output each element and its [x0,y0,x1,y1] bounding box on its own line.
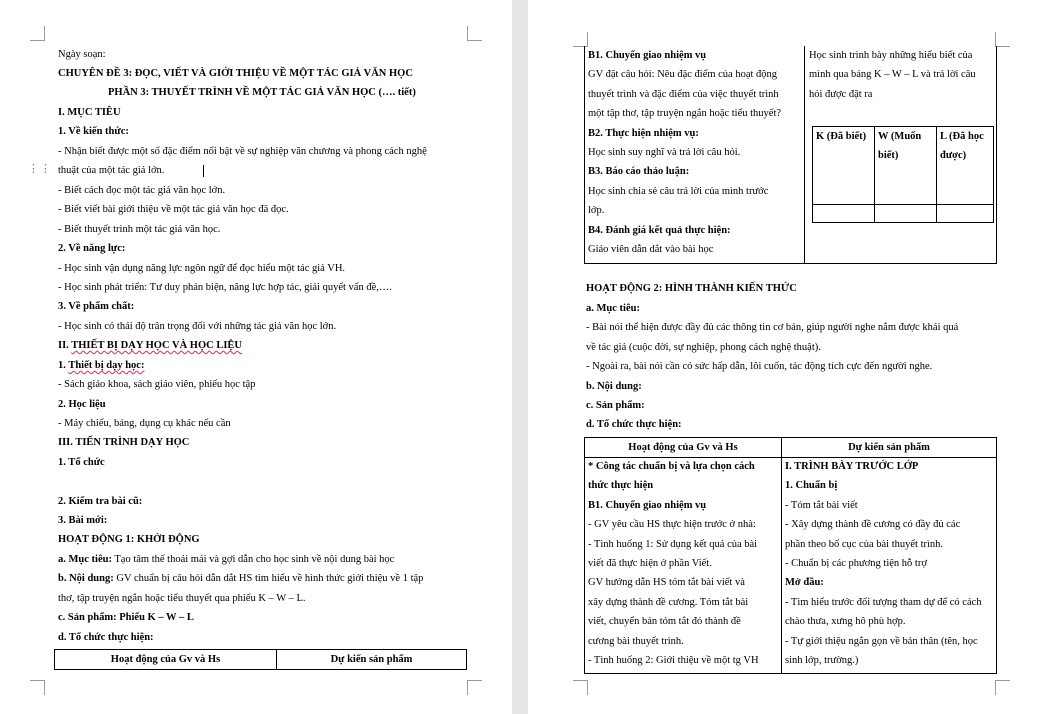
paragraph-line: - Sách giáo khoa, sách giáo viên, phiếu học tập [58,379,256,390]
sub-heading: b. Nội dung: [586,381,642,392]
cell-line: * Công tác chuẩn bị và lựa chọn cách [588,461,755,472]
label-text: GV chuẩn bị câu hỏi dẫn dắt HS tìm hiểu về hình thức giới thiệu về 1 tập [113,573,424,584]
date-line: Ngày soạn: [58,49,106,60]
sub-heading: 1. Về kiến thức: [58,126,129,137]
crop-mark [995,680,1010,695]
table-header-cell[interactable]: Hoạt động của Gv và Hs [628,442,738,453]
activity-table-continued[interactable] [584,46,997,264]
part-title: PHẦN 3: THUYẾT TRÌNH VỀ MỘT TÁC GIẢ VĂN HỌC (…. tiết) [108,87,416,98]
cell-line: Giáo viên dẫn dắt vào bài học [588,244,714,256]
sub-heading: 3. Về phẩm chất: [58,301,135,312]
cell-line: chào thưa, xưng hô phù hợp. [785,616,906,628]
cell-line: - Chuẩn bị các phương tiện hỗ trợ [785,558,927,570]
kwl-header-k[interactable]: K (Đã biết) [813,127,875,205]
crop-mark [995,32,1010,47]
cell-line: một tập thơ, tập truyện ngắn hoặc tiểu thuyết? [588,108,782,120]
cell-line: GV hướng dẫn HS tóm tắt bài viết và [588,577,745,589]
crop-mark [573,680,588,695]
sub-heading [58,359,144,372]
crop-mark [30,680,45,695]
kwl-header-w[interactable]: W (Muốn biết) [875,127,937,205]
activity-table[interactable] [54,649,467,670]
cell-line: Học sinh trình bày những hiểu biết của [809,50,973,61]
cell-line: viết, chuyển bản tóm tắt đó thành đề [588,616,741,628]
spelling-flag[interactable]: Thiết bị dạy học: [68,360,145,371]
paragraph-line: - Học sinh phát triển: Tư duy phản biện, năng lực hợp tác, giải quyết vấn đề,…. [58,282,392,293]
sub-heading: 2. Về năng lực: [58,243,126,254]
sub-heading: 2. Kiểm tra bài cũ: [58,496,143,507]
activity-table-2[interactable] [584,437,997,674]
paragraph-line: thơ, tập truyện ngắn hoặc tiểu thuyết qua phiếu K – W – L. [58,593,306,604]
paragraph-line: - Biết cách đọc một tác giả văn học lớn. [58,185,226,196]
cell-line: thức thực hiện [588,480,654,492]
label-text: Tạo tâm thế thoải mái và gợi dẫn cho học sinh về nội dung bài học [111,554,395,565]
table-header-cell[interactable]: Dự kiến sản phẩm [277,650,467,670]
paragraph-line: - Học sinh vận dụng năng lực ngôn ngữ để đọc hiểu một tác giả VH. [58,263,346,274]
kwl-header-l[interactable]: L (Đã học được) [937,127,994,205]
topic-title: CHUYÊN ĐỀ 3: ĐỌC, VIẾT VÀ GIỚI THIỆU VỀ MỘT TÁC GIẢ VĂN HỌC [58,68,413,79]
crop-mark [573,32,588,47]
sub-heading: d. Tổ chức thực hiện: [58,632,154,643]
paragraph-line: - Biết thuyết trình một tác giả văn học. [58,224,221,235]
cell-line: lớp. [588,205,605,217]
sub-heading: 2. Học liệu [58,399,106,410]
kwl-cell[interactable] [875,205,937,223]
page-gap [512,0,528,714]
document-page-right[interactable] [528,0,1043,714]
sub-number: 1. [58,360,69,371]
step-heading: B1. Chuyển giao nhiệm vụ [588,499,707,511]
cell-line: phần theo bố cục của bài thuyết trình. [785,538,944,550]
activity-heading: HOẠT ĐỘNG 2: HÌNH THÀNH KIẾN THỨC [586,283,797,294]
sub-heading: a. Mục tiêu: [586,303,640,314]
sub-heading: 3. Bài mới: [58,515,108,526]
cell-line: - Xây dựng thành đề cương có đầy đủ các [785,519,961,531]
cell-line: sinh lớp, trường.) [785,655,859,667]
paragraph-line: - Học sinh có thái độ trân trọng đối với những tác giả văn học lớn. [58,321,337,332]
cell-line: 1. Chuẩn bị [785,480,838,492]
section-number: II. [58,340,72,351]
paragraph-line: - Máy chiếu, bảng, dụng cụ khác nếu cần [58,418,231,429]
drag-handle-icon[interactable]: ⋮⋮ [28,163,52,175]
cell-line: thuyết trình và đặc điểm của việc thuyết trình [588,88,779,100]
document-page-left[interactable] [0,0,512,714]
table-cell-product[interactable] [785,457,993,670]
step-heading: B3. Báo cáo thảo luận: [588,166,690,178]
paragraph-line [58,553,394,566]
column-divider [804,46,805,263]
paragraph-line [58,572,423,585]
paragraph-line: - Ngoài ra, bài nói cần có sức hấp dẫn, lôi cuốn, tác động tích cực đến người nghe. [586,361,933,372]
crop-mark [467,26,482,41]
cell-line: Mở đầu: [785,577,824,589]
crop-mark [467,680,482,695]
section-heading [58,339,242,352]
paragraph-line: - Nhận biết được một số đặc điểm nổi bật về sự nghiệp văn chương và phong cách nghệ [58,146,427,157]
cell-line: - Tự giới thiệu ngắn gọn về bản thân (tên, học [785,635,978,647]
cell-line: viết đã thực hiện ở phần Viết. [588,558,712,570]
label: a. Mục tiêu: [58,554,112,565]
section-heading: III. TIẾN TRÌNH DẠY HỌC [58,437,190,448]
paragraph-line: về tác giả (cuộc đời, sự nghiệp, phong cách nghệ thuật). [586,342,821,353]
activity-heading: HOẠT ĐỘNG 1: KHỞI ĐỘNG [58,534,200,545]
paragraph-line: thuật của một tác giả lớn. [58,165,165,176]
cell-line: Học sinh chia sẻ câu trả lời của mình trước [588,185,769,197]
section-heading: I. MỤC TIÊU [58,107,121,118]
cell-line: cương bài thuyết trình. [588,635,684,647]
step-heading: B4. Đánh giá kết quả thực hiện: [588,224,731,236]
cell-line: - Tóm tắt bài viết [785,499,858,511]
spelling-flag[interactable]: THIẾT BỊ DẠY HỌC VÀ HỌC LIỆU [71,340,242,351]
cell-line: xây dựng thành đề cương. Tóm tắt bài [588,596,749,608]
table-cell-product[interactable] [809,46,995,104]
cell-line: GV đặt câu hỏi: Nêu đặc điểm của hoạt động [588,69,778,81]
table-cell-activity[interactable] [588,457,778,670]
cell-line: hỏi được đặt ra [809,88,873,100]
kwl-table[interactable] [812,126,994,223]
sub-heading: 1. Tổ chức [58,457,105,468]
sub-heading: d. Tổ chức thực hiện: [586,419,682,430]
cell-line: Học sinh suy nghĩ và trả lời câu hỏi. [588,147,741,159]
table-cell-activity[interactable] [588,46,800,259]
label: b. Nội dung: [58,573,114,584]
cell-line: - Tình huống 2: Giới thiệu về một tg VH [588,655,759,667]
sub-heading: c. Sản phẩm: Phiếu K – W – L [58,612,194,623]
kwl-cell[interactable] [937,205,994,223]
cell-line: - GV yêu cầu HS thực hiện trước ở nhà: [588,519,756,531]
table-header-cell[interactable]: Hoạt động của Gv và Hs [55,650,277,670]
paragraph-line: - Biết viết bài giới thiệu về một tác giả văn học đã đọc. [58,204,289,215]
table-header-cell[interactable]: Dự kiến sản phẩm [848,442,930,453]
column-divider [781,438,782,673]
paragraph-line: - Bài nói thể hiện được đầy đủ các thông tin cơ bản, giúp người nghe nắm được khái quá [586,322,959,333]
cell-line: mình qua bảng K – W – L và trả lời câu [809,69,976,81]
sub-heading: c. Sản phẩm: [586,400,645,411]
crop-mark [30,26,45,41]
step-heading: B1. Chuyển giao nhiệm vụ [588,50,707,61]
text-cursor [203,165,204,177]
step-heading: B2. Thực hiện nhiệm vụ: [588,127,699,139]
kwl-cell[interactable] [813,205,875,223]
cell-line: - Tìm hiểu trước đối tượng tham dự để có cách [785,596,982,608]
cell-line: I. TRÌNH BÀY TRƯỚC LỚP [785,461,919,472]
cell-line: - Tình huống 1: Sử dụng kết quả của bài [588,538,758,550]
